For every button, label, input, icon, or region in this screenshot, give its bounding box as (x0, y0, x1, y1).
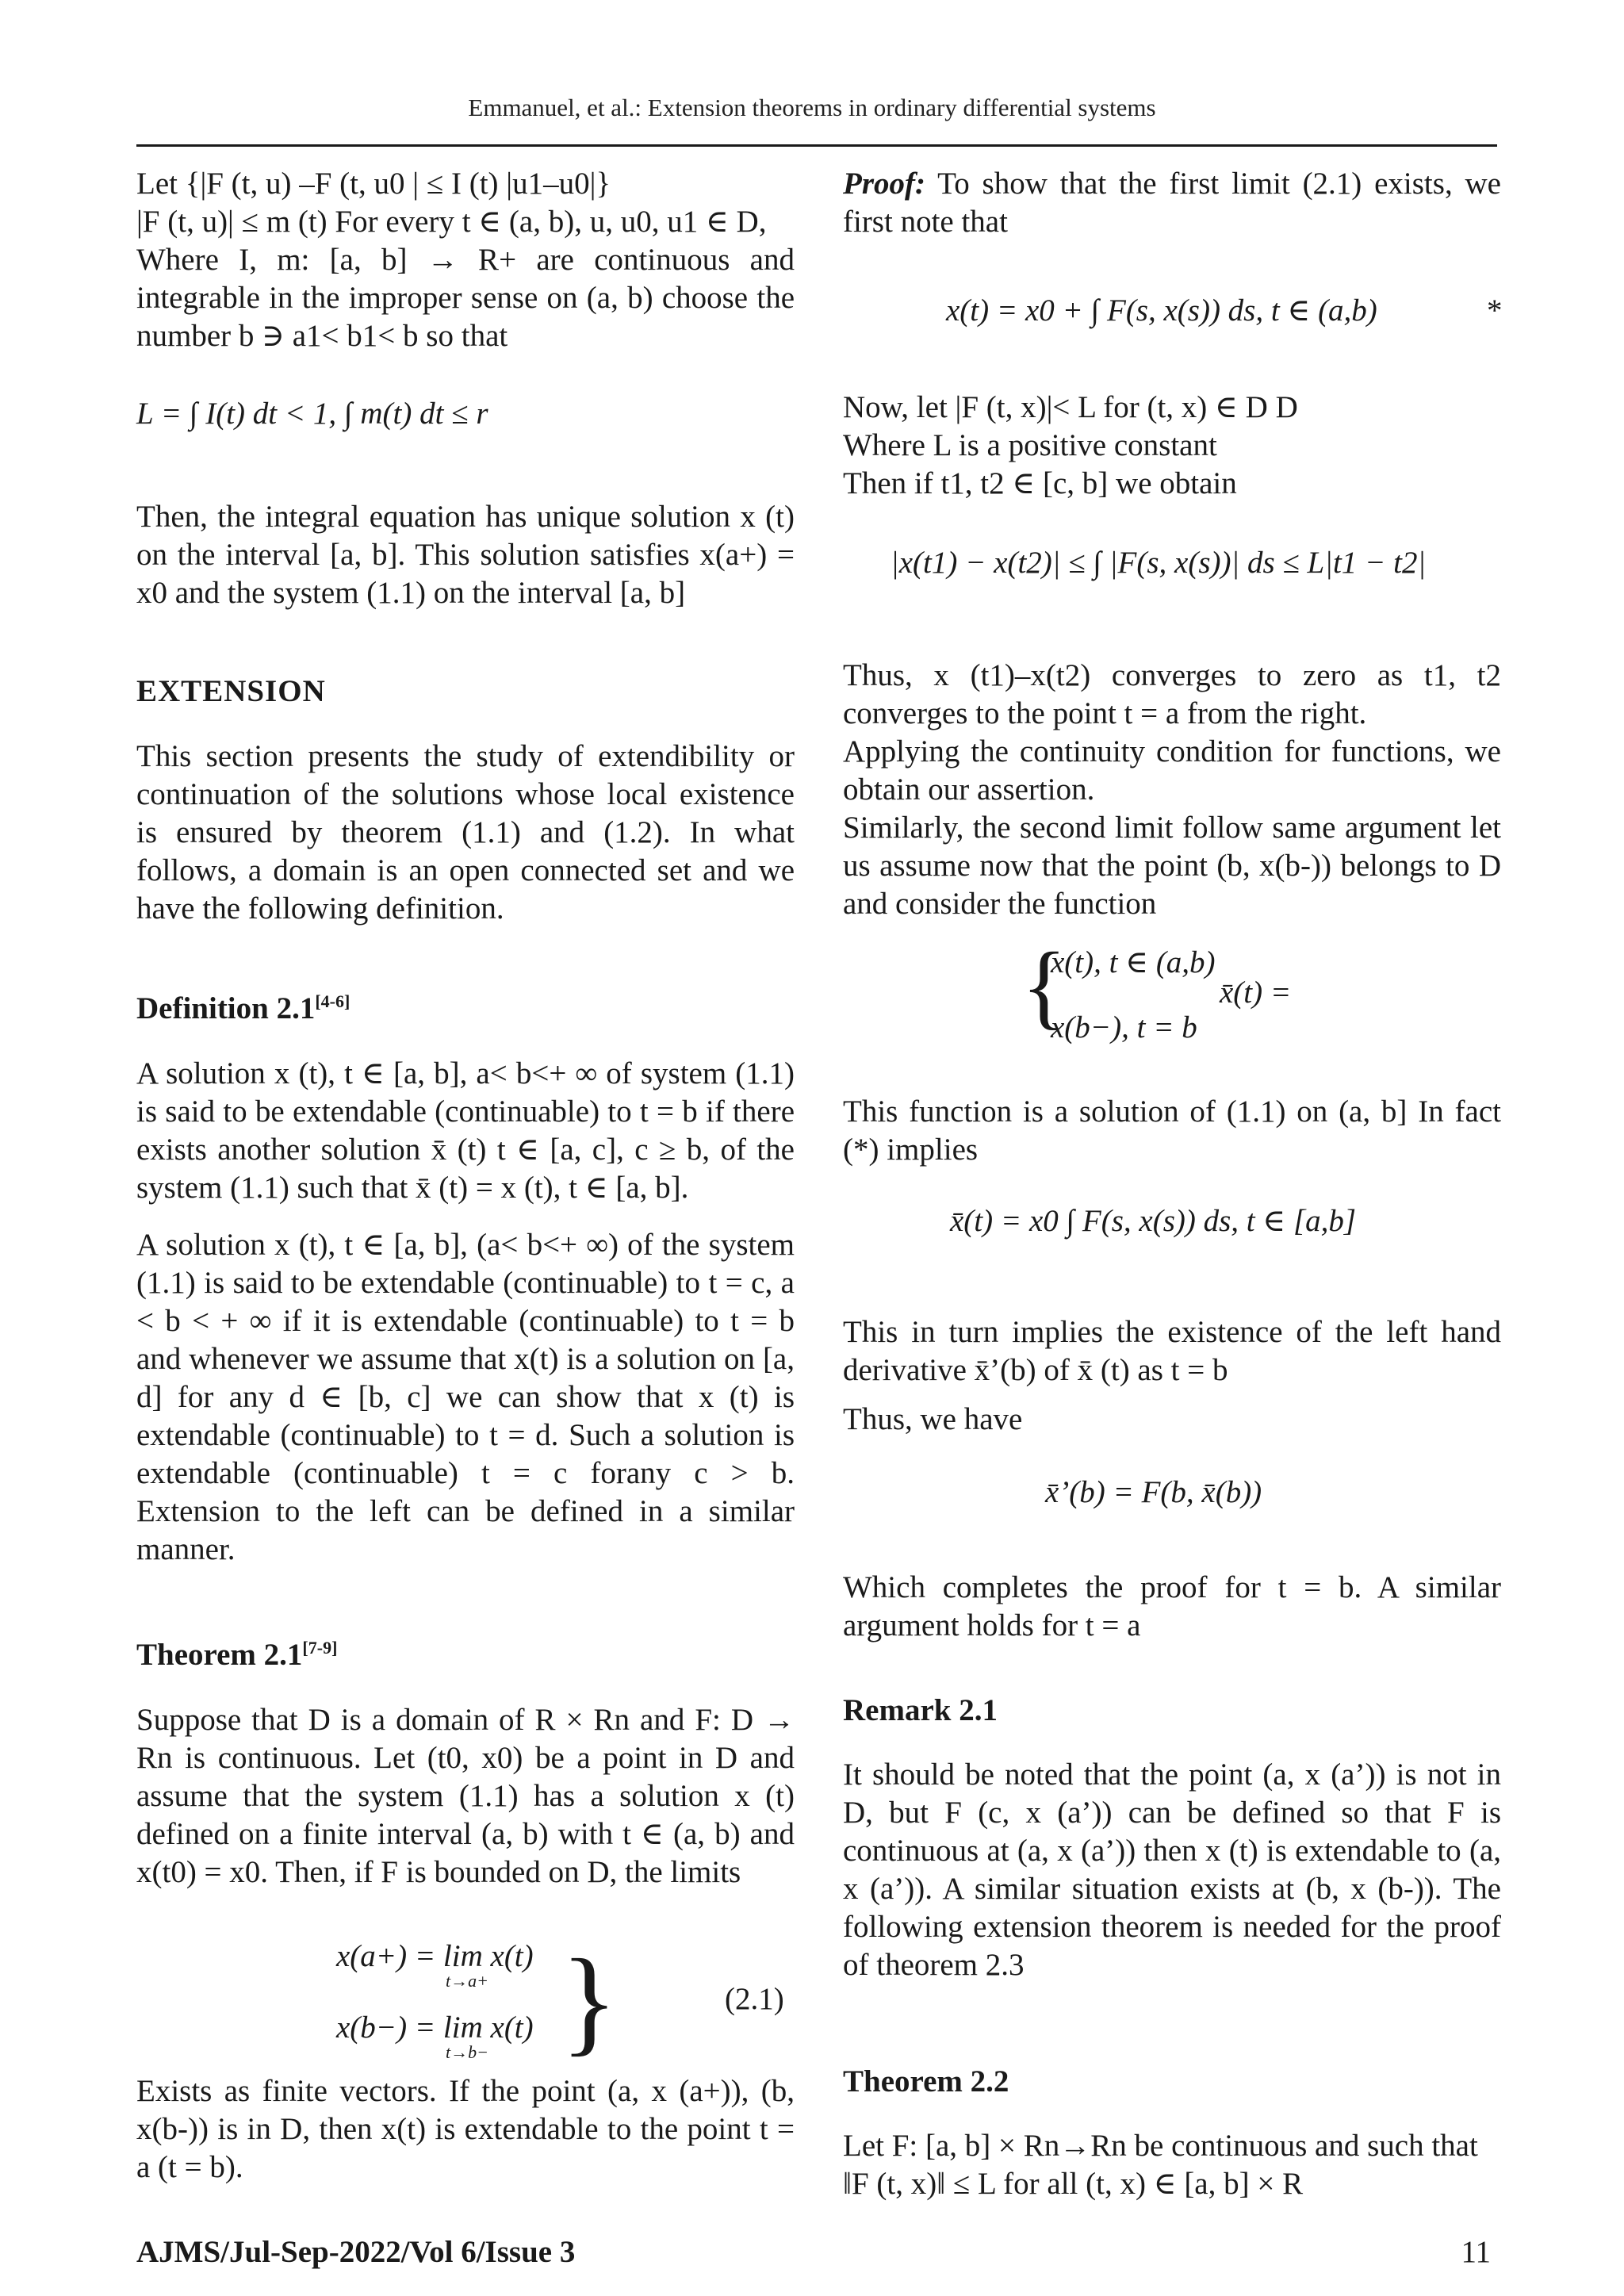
limit-a-subscript: t→a+ (446, 1971, 488, 1991)
equation-star-mark: * (1487, 293, 1503, 328)
paragraph-where: Where L is a positive constant (843, 428, 1217, 462)
footer-page-number: 11 (1461, 2235, 1491, 2269)
intro-line-2: |F (t, u)| ≤ m (t) For every t ∈ (a, b), u, u0, u1 ∈ D, (136, 205, 767, 239)
theorem-2-1-heading (136, 1636, 795, 1674)
equation-number: (2.1) (725, 1982, 784, 2016)
remark-paragraph: It should be noted that the point (a, x (a’)) is not in D, but F (c, x (a’)) can be defined so that F is continuous at (a, x (a’)) then x (t) is extendable to (a, x (a’)). A similar situation exists at (b, x (b-)). The following extension theorem is needed for the proof of theorem 2.3 (843, 1757, 1501, 1982)
paragraph-function: This function is a solution of (1.1) on (a, b] In fact (*) implies (843, 1094, 1501, 1167)
definition-paragraph-2: A solution x (t), t ∈ [a, b], (a< b<+ ∞) of the system (1.1) is said to be extendable (continuable) to t = c, a < b < + ∞ if it is extendable (continuable) to t = b and whenever we assume that x(t) is a solution on [a, d] for any d ∈ [b, c] we can show that x (t) is extendable (continuable) to t = d. Such a solution is extendable (continuable) t = c forany c > b. Extension to the left can be defined in a similar manner. (136, 1228, 795, 1566)
theorem-2-2-line-1: Let F: [a, b] × Rn→Rn be continuous and such that (843, 2129, 1478, 2163)
definition-ref: [4-6] (315, 991, 350, 1011)
right-brace: } (561, 1935, 618, 2067)
remark-2-1-heading: Remark 2.1 (843, 1693, 998, 1727)
paragraph-applying: Applying the continuity condition for functions, we obtain our assertion. (843, 734, 1501, 807)
paragraph-completes: Which completes the proof for t = b. A similar argument holds for t = a (843, 1570, 1501, 1642)
equation-limit-a: x(a+) = lim x(t) (336, 1939, 534, 1973)
definition-title: Definition 2.1 (136, 991, 316, 1025)
theorem-2-2-heading: Theorem 2.2 (843, 2064, 1009, 2099)
equation-inequality: |x(t1) − x(t2)| ≤ ∫ |F(s, x(s))| ds ≤ L|t1 − t2| (891, 546, 1427, 580)
theorem-paragraph: Suppose that D is a domain of R × Rn and F: D → Rn is continuous. Let (t0, x0) be a point in D and assume that the system (1.1) has a solution x (t) defined on a finite interval (a, b) with t ∈ (a, b) and x(t0) = x0. Then, if F is bounded on D, the limits (136, 1703, 795, 1889)
definition-2-1-heading (136, 990, 795, 1028)
intro-paragraph: Where I, m: [a, b] → R+ are continuous and integrable in the improper sense on (a, b) choose the number b ∋ a1< b1< b so that (136, 243, 795, 353)
theorem-title: Theorem 2.1 (136, 1638, 303, 1672)
paragraph-turn: This in turn implies the existence of the left hand derivative x̄’(b) of x̄ (t) as t = b (843, 1315, 1501, 1387)
header-rule (136, 144, 1497, 147)
theorem-ref: [7-9] (302, 1638, 338, 1658)
proof-label: Proof: (843, 167, 925, 201)
paragraph-thus: Thus, x (t1)–x(t2) converges to zero as t1, t2 converges to the point t = a from the right. (843, 658, 1501, 730)
limit-b-subscript: t→b− (446, 2042, 488, 2062)
theorem-2-2-line-2: ‖F (t, x)‖ ≤ L for all (t, x) ∈ [a, b] × R (843, 2167, 1304, 2201)
equation-derivative: x̄’(b) = F(b, x̄(b)) (1045, 1475, 1262, 1509)
paragraph-exists: Exists as finite vectors. If the point (a, x (a+)), (b, x(b-)) is in D, then x(t) is extendable to the point t = a (t = b). (136, 2074, 795, 2184)
piecewise-case-1: x(t), t ∈ (a,b) (1051, 945, 1216, 979)
left-brace: { (1021, 933, 1067, 1038)
intro-line-1: Let {|F (t, u) –F (t, u0 | ≤ I (t) |u1–u0|} (136, 167, 611, 201)
footer-journal: AJMS/Jul-Sep-2022/Vol 6/Issue 3 (136, 2235, 576, 2269)
paragraph-similarly: Similarly, the second limit follow same argument let us assume now that the point (b, x(b-)) belongs to D and consider the function (843, 811, 1501, 921)
paragraph-then: Then, the integral equation has unique solution x (t) on the interval [a, b]. This solution satisfies x(a+) = x0 and the system (1.1) on the interval [a, b] (136, 500, 795, 610)
running-title: Emmanuel, et al.: Extension theorems in ordinary differential systems (468, 94, 1156, 121)
definition-paragraph-1: A solution x (t), t ∈ [a, b], a< b<+ ∞ of system (1.1) is said to be extendable (continuable) to t = b if there exists another solution x̄ (t) t ∈ [a, c], c ≥ b, of the system (1.1) such that x̄ (t) = x (t), t ∈ [a, b]. (136, 1056, 795, 1205)
equation-star: x(t) = x0 + ∫ F(s, x(s)) ds, t ∈ (a,b) (946, 293, 1377, 328)
proof-text: To show that the first limit (2.1) exists, we first note that (843, 167, 1501, 239)
piecewise-case-2: x(b−), t = b (1051, 1010, 1197, 1045)
equation-limit-b: x(b−) = lim x(t) (336, 2010, 534, 2045)
section-heading-extension: EXTENSION (136, 674, 326, 708)
piecewise-lhs: x̄(t) = (1220, 976, 1292, 1010)
paragraph-then-if: Then if t1, t2 ∈ [c, b] we obtain (843, 466, 1237, 500)
running-header (0, 94, 1624, 122)
paragraph-now: Now, let |F (t, x)|< L for (t, x) ∈ D D (843, 390, 1298, 424)
paragraph-section-intro: This section presents the study of extendibility or continuation of the solutions whose local existence is ensured by theorem (1.1) and (1.2). In what follows, a domain is an open connected set and we have the following definition. (136, 739, 795, 926)
paragraph-thus-we-have: Thus, we have (843, 1402, 1023, 1436)
equation-L: L = ∫ I(t) dt < 1, ∫ m(t) dt ≤ r (136, 397, 488, 431)
proof-paragraph (843, 165, 1501, 241)
equation-xbar: x̄(t) = x0 ∫ F(s, x(s)) ds, t ∈ [a,b] (950, 1204, 1357, 1238)
